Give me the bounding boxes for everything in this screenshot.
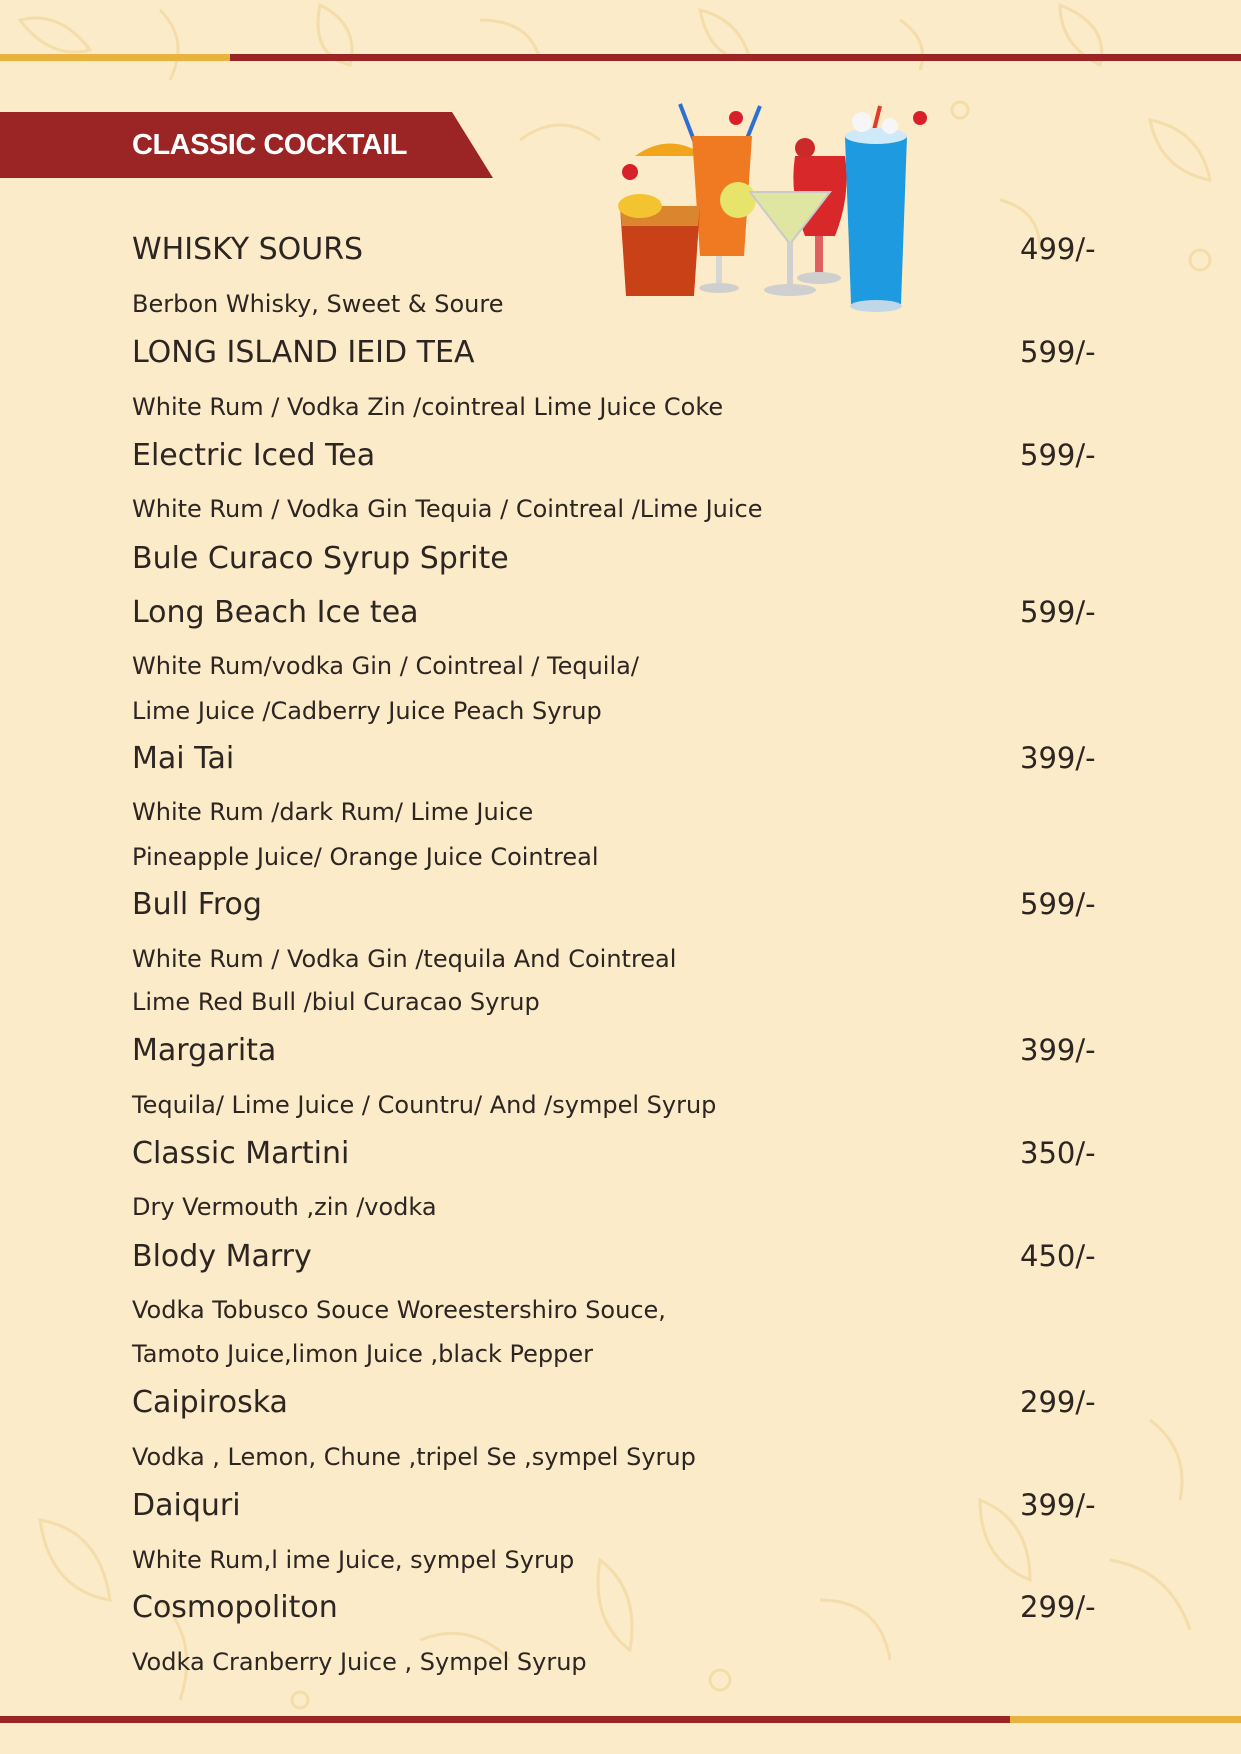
menu-item-description: White Rum / Vodka Gin Tequia / Cointreal /Lime Juice: [132, 495, 763, 523]
menu-item-description: White Rum / Vodka Gin /tequila And Cointreal: [132, 945, 677, 973]
bottom-red-band: [0, 1716, 1010, 1723]
menu-item-price: 599/-: [1020, 438, 1096, 472]
menu-item-description: Tamoto Juice,limon Juice ,black Pepper: [132, 1340, 593, 1368]
menu-item-name: Mai Tai: [132, 741, 235, 776]
menu-item-price: 599/-: [1020, 887, 1096, 921]
menu-item-name: Daiquri: [132, 1488, 241, 1523]
menu-item-description: White Rum/vodka Gin / Cointreal / Tequila/: [132, 652, 639, 680]
menu-item-name: Electric Iced Tea: [132, 438, 376, 473]
menu-item-description: Vodka , Lemon, Chune ,tripel Se ,sympel Syrup: [132, 1443, 696, 1471]
menu-item-name: Caipiroska: [132, 1385, 288, 1420]
menu-item-description: White Rum / Vodka Zin /cointreal Lime Juice Coke: [132, 393, 724, 421]
menu-item-name: LONG ISLAND IEID TEA: [132, 335, 475, 370]
top-red-band: [230, 54, 1241, 61]
menu-item-price: 399/-: [1020, 1488, 1096, 1522]
menu-item-description: Vodka Cranberry Juice , Sympel Syrup: [132, 1648, 587, 1676]
menu-item-price: 299/-: [1020, 1385, 1096, 1419]
menu-item-name: WHISKY SOURS: [132, 232, 364, 267]
menu-item-description: White Rum,l ime Juice, sympel Syrup: [132, 1546, 575, 1574]
menu-item-name: Long Beach Ice tea: [132, 595, 419, 630]
menu-item-description: Berbon Whisky, Sweet & Soure: [132, 290, 504, 318]
cocktail-glasses-illustration: [600, 96, 940, 318]
menu-item-name: Blody Marry: [132, 1239, 312, 1274]
menu-item-name: Bull Frog: [132, 887, 262, 922]
menu-item-description: Dry Vermouth ,zin /vodka: [132, 1193, 437, 1221]
menu-item-price: 599/-: [1020, 595, 1096, 629]
menu-item-description: Pineapple Juice/ Orange Juice Cointreal: [132, 843, 599, 871]
menu-item-name: Margarita: [132, 1033, 277, 1068]
menu-item-description: Lime Red Bull /biul Curacao Syrup: [132, 988, 540, 1016]
menu-item-price: 299/-: [1020, 1590, 1096, 1624]
menu-item-description: Lime Juice /Cadberry Juice Peach Syrup: [132, 697, 602, 725]
menu-item-price: 399/-: [1020, 741, 1096, 775]
bottom-gold-band: [1010, 1716, 1241, 1723]
menu-item-price: 499/-: [1020, 232, 1096, 266]
section-title: CLASSIC COCKTAIL: [132, 129, 408, 161]
menu-item-description: Vodka Tobusco Souce Woreestershiro Souce,: [132, 1296, 666, 1324]
menu-item-price: 450/-: [1020, 1239, 1096, 1273]
menu-item-name: Classic Martini: [132, 1136, 350, 1171]
menu-item-price: 350/-: [1020, 1136, 1096, 1170]
menu-item-price: 599/-: [1020, 335, 1096, 369]
top-gold-band: [0, 54, 230, 61]
menu-item-name: Cosmopoliton: [132, 1590, 338, 1625]
menu-item-price: 399/-: [1020, 1033, 1096, 1067]
menu-item-description: White Rum /dark Rum/ Lime Juice: [132, 798, 534, 826]
menu-item-description: Tequila/ Lime Juice / Countru/ And /sympel Syrup: [132, 1091, 717, 1119]
menu-item-extra-line: Bule Curaco Syrup Sprite: [132, 541, 509, 576]
